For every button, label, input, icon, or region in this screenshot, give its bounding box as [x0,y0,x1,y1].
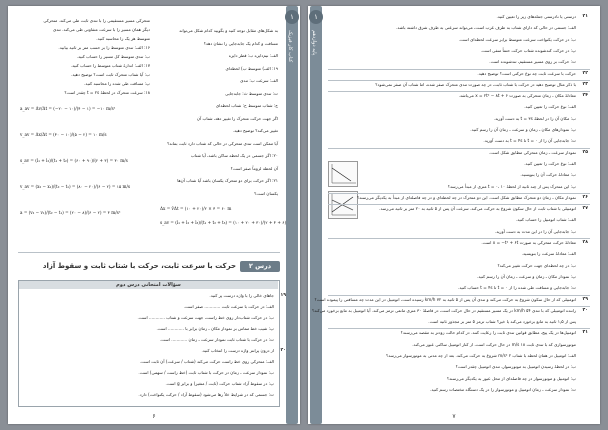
question-number: ۲۸ [582,240,588,245]
question-line: موتورسواری که با تندی ثابت ۱۸ m/s در حال حرکت است، از کنار اتومبیل ساکنی عبور می‌کند. [412,341,576,347]
question-line: الف: نوع حرکت را تعیین کنید. [524,104,576,110]
formula: Δx = v̄Δt = (۱۰ + ۲۰)/۲ × ۴ = ۶۰ m [160,206,232,211]
question-line: ۱۹: الف) متوسط ب) لحظه‌ای [225,65,278,71]
question-line: ۱۸: سرعت متحرک در لحظهٔ t = ۲s چقدر است؟ [64,90,150,95]
lesson-title: حرکت با سرعت ثابت، حرکت با شتاب ثابت و سقوط آزاد [42,262,236,270]
right-page [308,6,600,424]
question-divider [328,306,590,307]
formula: v_av = (x₂ − x₁)/(t₂ − t₁) = (۸۰ − ۲۰)/(۶ − ۲) = ۱۵ m/s [20,184,131,189]
question-divider [328,80,590,81]
left-page-spine [284,6,300,424]
spine-label: پایه دوازدهم [311,30,317,56]
left-page [8,6,300,424]
question-line: الف: نیم‌دایره ب: قطر دایره [228,53,278,58]
spine-label: کتاب کار فیزیک [287,30,293,63]
question-line: ب: تندی متوسط کل مسیر را حساب کنید. [76,54,150,59]
question-line: ۲۰: اگر جسمی در یک لحظه ساکن باشد، آیا شتاب [190,153,278,158]
question-line: پ: این متحرک پس از چند ثانیه از لحظهٔ t = ۰، ۱۰ متری از مبدأ می‌رسد؟ [447,183,576,189]
question-line: ۱۷: الف: اندازهٔ شتاب متوسط را حساب کنید. [70,63,150,68]
question-line: الف: نوع حرکت را تعیین کنید. [524,160,576,166]
question-line: ت: جابه‌جایی آن را از t = ۰ تا t = ۴s به دست آورید. [483,138,576,144]
question-line: معادلهٔ حرکت متحرکی به صورت x = −t² + ۶t است. [481,240,576,245]
question-line: ب: معادلهٔ حرکت آن را بنویسید. [520,172,576,178]
question-line: با ذکر مثال توضیح دهید در حرکت با شتاب ثابت، در چه صورت تندی متحرک صفر شده، اما شتاب آن صفر نمی‌شود؟ [375,81,576,87]
question-number: ۳۱ [582,330,588,336]
question-line: ت: نمودار سرعت ـ زمان اتومبیل و موتورسوار را در یک دستگاه مختصات رسم کنید. [430,386,576,392]
question-line: از درون پرانتز واژه درست را انتخاب کنید. [201,348,274,353]
formula: a_av = Δv/Δt = (−۲۰ − ۱۰)/(۴ − ۱) = −۱۰ m/s² [20,106,116,111]
question-line: ج: شتاب متوسط ح: شتاب لحظه‌ای [215,103,278,108]
question-number: ۲۵ [582,149,588,155]
question-line: ب: نمودار سرعت ـ زمان در حرکت با شتاب ثابت (خط راست / سهمی) است. [138,370,274,375]
question-line: ب: مکان آن را در لحظهٔ t = ۳s به دست آورید. [493,115,576,121]
question-line: دیگر همان مسیر را با سرعت متفاوتی طی می‌کند. تندی [52,27,150,32]
question-number: ۲۶ [582,194,588,200]
spine-badge: ۱ [285,10,299,24]
question-number: ۲۷ [582,206,588,212]
question-line: ب: در حرکت یکنواخت سرعت متوسط برابر سرعت لحظه‌ای است. [458,36,576,42]
question-number: ۲۰ [280,348,286,353]
formula: s_av = (l₁ + l₂)/(t₁ + t₂) = (۶۰ + ۹۰)/(۲ + ۳) = ۳۰ m/s [20,158,128,163]
question-line: معادلهٔ مکان ـ زمان متحرکی به صورت x = ۲t² − ۸t + ۶ می‌باشد. [458,93,576,99]
question-line: اتومبیل‌ها در یک پیچ، مطابق قوانین تندی ثابت را رعایت کنند. در کدام حالت زودتر به مقصد می‌رسند؟ [400,330,576,336]
question-line: ت: تندی متوسط ث: جابه‌جایی [225,90,278,96]
question-line: به شکل‌های مقابل توجه کنید و بگویید کدام شکل می‌تواند [179,28,278,33]
question-number: ۳۰ [582,307,588,313]
lesson-badge: درس ۲ [240,261,280,272]
question-number: ۲۳ [582,81,588,87]
question-line: ب: جابه‌جایی آن را در این مدت به دست آورید. [494,228,576,234]
question-line: جاهای خالی را با واژه درست پر کنید. [209,293,274,298]
right-page-spine [308,6,324,424]
question-line: راننده اتومبیلی که با تندی ۵۴ km/h در یک مسیر مستقیم در حال حرکت است، در فاصلهٔ ۳۰ متری مانعی ترمز می‌کند. آیا اتومبیل به مانع برخورد می‌کند؟ [311,307,576,313]
question-line: پ: نمودارهای مکان ـ زمان و سرعت ـ زمان آن را رسم کنید. [470,127,576,132]
page-number: ۶ [152,413,156,420]
question-number: ۲۲ [582,70,588,76]
question-divider [328,193,590,194]
question-line: پ: شیب خط مماس بر نمودار مکان ـ زمان برابر با ............ است. [156,326,274,331]
formula: s_av = (l₁ + l₂ + l₃)/(t₁ + t₂ + t₃) = (۱۰ + ۲۰ + ۳۰)/(۲ + ۴ + ۶) [160,220,287,225]
question-line: ت: جسمی که در شرایط خلأ رها می‌شود (سقوط آزاد / حرکت یکنواخت) دارد. [138,392,274,397]
question-divider [328,69,590,70]
question-line: الف: اتومبیل در همان لحظه با شتاب ۲ m/s² شروع به حرکت می‌کند. بعد از چه مدتی به موتورسوار می‌رسد؟ [386,353,576,358]
question-line: آن لحظه لزوماً صفر است؟ [230,165,278,171]
question-divider [328,328,590,329]
question-number: ۲۹ [582,296,588,302]
question-line: پ: نمودار مکان ـ زمان و سرعت ـ زمان آن را رسم کنید. [477,273,576,279]
question-line: نمودار سرعت ـ زمان متحرکی مطابق شکل است. [488,149,576,155]
question-line: یکسان است؟ [254,190,278,196]
question-line: پس از ۱٫۵ ثانیه به مانع برخورد می‌کند یا خیر؟ شتاب ترمز ۵ متر بر مجذور ثانیه است. [428,319,576,325]
question-line: ۱۶: الف: تندی متوسط را بر حسب متر بر ثانیه بیابید. [58,45,150,50]
question-line: ب: در لحظهٔ رسیدن اتومبیل به موتورسوار، تندی اتومبیل چقدر است؟ [455,364,576,370]
question-line: ب: آیا شتاب متحرک ثابت است؟ توضیح دهید. [71,72,150,77]
spine-tab [310,6,322,424]
question-line: تغییر می‌کند؟ توضیح دهید. [232,128,278,133]
question-line: حرکت با سرعت ثابت چه نوع حرکتی است؟ توضیح دهید. [477,70,576,76]
question-line: الف: معادلهٔ سرعت را بنویسید. [521,251,576,257]
question-line: پ: اتومبیل و موتورسوار در چه فاصله‌ای از محل عبور به یکدیگر می‌رسند؟ [446,375,576,381]
question-line: الف: جسمی در حالی که دارای شتاب به طرف غرب است، می‌تواند سرعتی به طرف شرق داشته باشد. [396,25,576,31]
question-number: ۲۱ [582,14,588,19]
exam-questions-header: سؤالات امتحانی درس دوم [19,281,278,289]
question-line: ب: در چه لحظه‌ای جهت حرکت تغییر می‌کند؟ [497,262,576,268]
question-line: پ: مسافت طی شده را محاسبه کنید. [84,81,150,86]
question-line: متوسط هر یک را محاسبه کنید. [96,36,150,41]
question-line: اتومبیلی که از حال سکون شروع به حرکت می‌کند و تندی آن پس از ۵ ثانیه به ۷۲ km/h رسیده است، اتومبیل در این مدت چه مسافتی را پیموده است؟ [314,296,576,302]
question-line: ۲۱: اگر حرکت برای دو متحرک یکسان باشد آیا شتاب آن‌ها [177,178,278,183]
question-number: ۲۴ [582,93,588,99]
section-divider [18,252,280,253]
question-line: الف: سرعت ب: تندی [240,78,278,83]
question-number: ۱۹ [280,293,286,298]
question-line: اتومبیلی با شتاب ثابت از حال سکون شروع به حرکت می‌کند. سرعت آن پس از ۵ ثانیه به ۲۰ متر بر ثانیه می‌رسد. [379,206,576,212]
question-line: مسافت و کدام یک جابه‌جایی را نشان دهد؟ [203,40,278,46]
question-divider [328,204,590,205]
question-line: پ: در سقوط آزاد شتاب حرکت (ثابت / متغیر) و برابر g است. [165,381,274,386]
question-line: ت: جابه‌جایی و مسافت طی شده را از t = ۰ تا t = ۴s حساب کنید. [458,285,576,291]
exam-questions-box [18,280,280,407]
formula: a = (v₂ − v₁)/(t₂ − t₁) = (۲۰ − ۸)/(۶ − ۲) = ۳ m/s² [20,210,121,215]
question-divider [328,148,590,149]
question-line: درستی یا نادرستی جمله‌های زیر را تعیین کنید. [496,14,576,19]
spine-badge: ۱ [309,10,323,24]
question-line: ت: حرکت بر روی مسیر مستقیم، تندشونده است. [489,59,576,65]
question-line: الف: در حرکت با سرعت ثابت ............ صفر است. [183,304,274,309]
question-line: پ: در حرکت کندشونده شتاب حرکت حتماً منفی است. [480,47,576,53]
question-line: اگر جهت حرکت متحرک را تغییر دهد، شتاب آن [196,115,278,121]
question-line: متحرکی مسیر مستقیمی را با تندی ثابت طی می‌کند. متحرکی [43,18,150,23]
spine-tab [286,6,298,424]
question-divider [328,295,590,296]
question-line: الف: متحرکی روی خط راست حرکت می‌کند (شتاب / سرعت) آن ثابت است. [139,359,274,364]
question-line: الف: شتاب اتومبیل را حساب کنید. [515,217,576,223]
question-line: آیا ممکن است تندی متحرکی در حالی که شتاب دارد ثابت بماند؟ [167,140,278,146]
formula: v_av = Δx/Δt = (۴۰ − ۱۰)/(۵ − ۲) = ۱۰ m/s [20,132,107,137]
question-divider [328,238,590,239]
question-line: نمودار مکان ـ زمان دو متحرک مطابق شکل است. این دو متحرک در چه لحظه‌ای و در چه فاصله‌ای از مبدأ به یکدیگر می‌رسند؟ [356,194,576,200]
question-line: ت: در حرکت با شتاب ثابت نمودار سرعت ـ زمان ............ است. [159,337,274,342]
page-number: ۷ [452,413,456,420]
question-line: ب: در حرکت شتاب‌دار روی خط راست، جهت سرعت و شتاب ............ است. [137,315,274,320]
question-divider [328,91,590,92]
